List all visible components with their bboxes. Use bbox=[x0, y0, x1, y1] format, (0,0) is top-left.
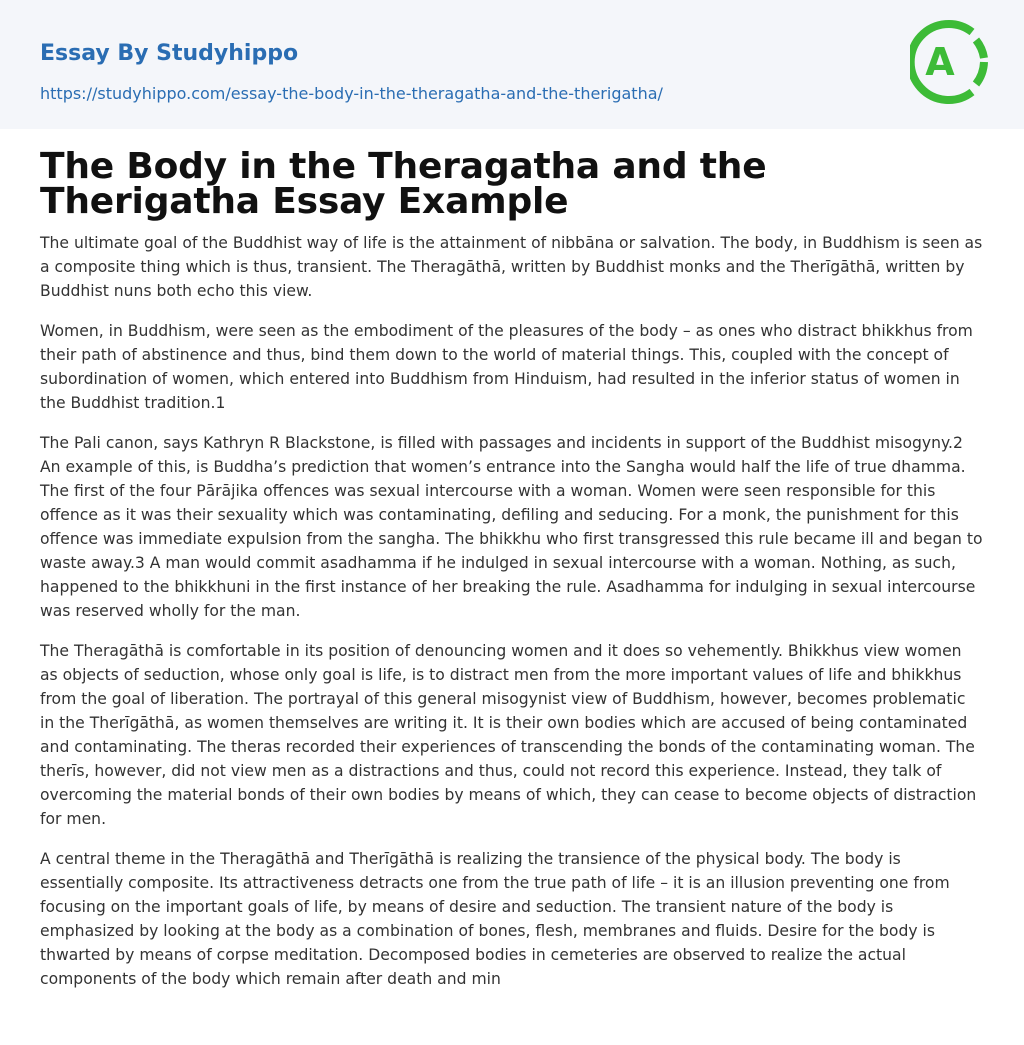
paragraph: The Pali canon, says Kathryn R Blackstone, is filled with passages and incidents in support of the Buddhist misogyny.2 An example of this, is Buddha’s prediction that women’s entrance into the Sangha would half the life of true dhamma. The first of the four Pārājika offences was sexual intercourse with a woman. Women were seen responsible for this offence as it was their sexuality which was contaminating, defiling and seducing. For a monk, the punishment for this offence was immediate expulsion from the sangha. The bhikkhu who first transgressed this rule became ill and began to waste away.3 A man would commit asadhamma if he indulged in sexual intercourse with a woman. Nothing, as such, happened to the bhikkhuni in the first instance of her breaking the rule. Asadhamma for indulging in sexual intercourse was reserved wholly for the man. bbox=[40, 434, 983, 620]
essay-url-link[interactable]: https://studyhippo.com/essay-the-body-in-the-theragatha-and-the-therigatha/ bbox=[40, 84, 663, 103]
paragraph: A central theme in the Theragāthā and Therīgāthā is realizing the transience of the physical body. The body is essentially composite. Its attractiveness detracts one from the true path of life – it is an illusion preventing one from focusing on the important goals of life, by means of desire and seduction. The transient nature of the body is emphasized by looking at the body as a combination of bones, flesh, membranes and fluids. Desire for the body is thwarted by means of corpse meditation. Decomposed bodies in cemeteries are observed to realize the actual components of the body which remain after death and min bbox=[40, 850, 950, 988]
logo-letter: A bbox=[925, 40, 955, 84]
article bbox=[0, 129, 1024, 991]
page-title: The Body in the Theragatha and the Therigatha Essay Example bbox=[40, 146, 767, 222]
studyhippo-logo-icon[interactable] bbox=[910, 18, 988, 106]
site-header bbox=[0, 0, 1024, 129]
paragraph: The ultimate goal of the Buddhist way of life is the attainment of nibbāna or salvation. The body, in Buddhism is seen as a composite thing which is thus, transient. The Theragāthā, written by Buddhist monks and the Therīgāthā, written by Buddhist nuns both echo this view. bbox=[40, 234, 983, 300]
paragraph: Women, in Buddhism, were seen as the embodiment of the pleasures of the body – as ones who distract bhikkhus from their path of abstinence and thus, bind them down to the world of material things. This, coupled with the concept of subordination of women, which entered into Buddhism from Hinduism, had resulted in the inferior status of women in the Buddhist tradition.1 bbox=[40, 322, 973, 412]
paragraph: The Theragāthā is comfortable in its position of denouncing women and it does so vehemently. Bhikkhus view women as objects of seduction, whose only goal is life, is to distract men from the more important values of life and bhikkhus from the goal of liberation. The portrayal of this general misogynist view of Buddhism, however, becomes problematic in the Therīgāthā, as women themselves are writing it. It is their own bodies which are accused of being contaminated and contaminating. The theras recorded their experiences of transcending the bonds of the contaminating woman. The therīs, however, did not view men as a distractions and thus, could not record this experience. Instead, they talk of overcoming the material bonds of their own bodies by means of which, they can cease to become objects of distraction for men. bbox=[40, 642, 977, 828]
site-brand[interactable]: Essay By Studyhippo bbox=[40, 41, 299, 66]
